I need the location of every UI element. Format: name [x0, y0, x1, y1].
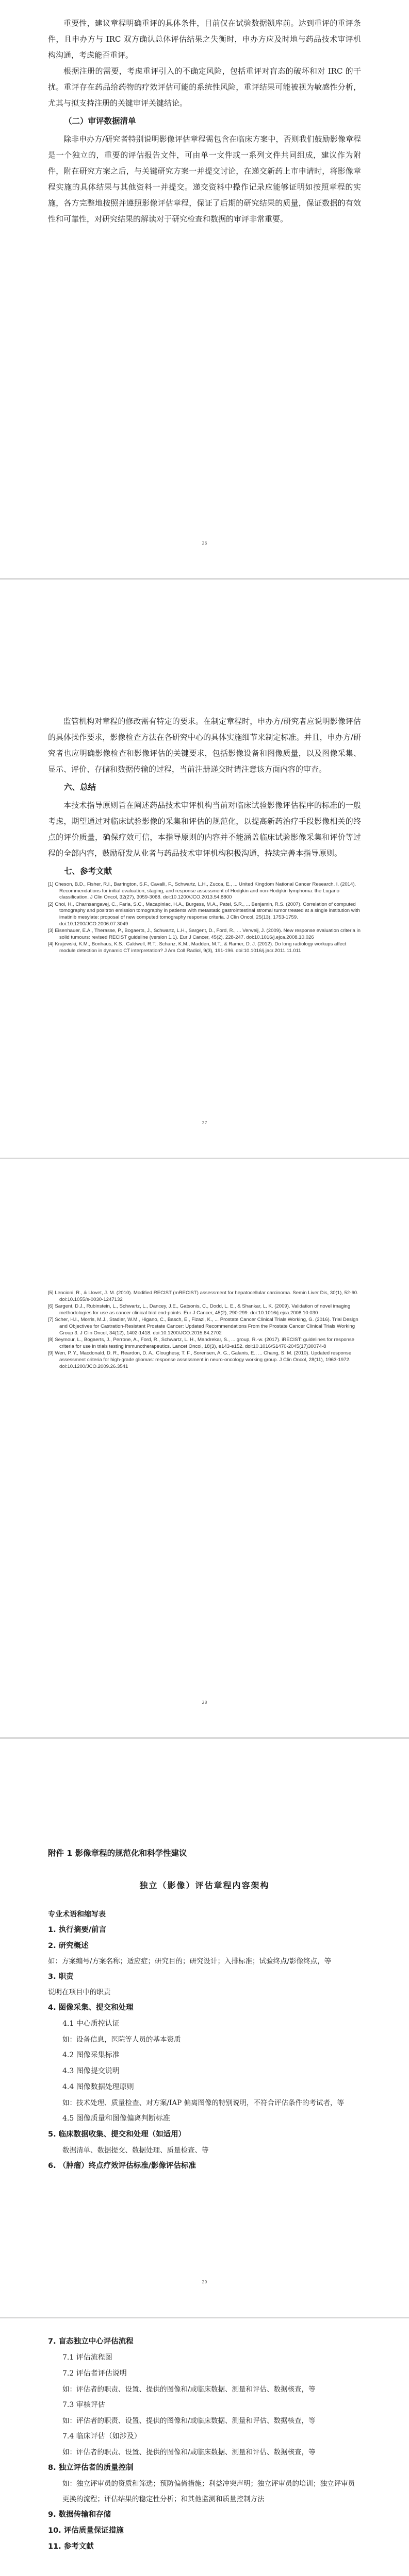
outline-note: 说明在项目中的职责 [48, 1988, 111, 1996]
page-number: 28 [202, 1700, 207, 1705]
outline-list [48, 2334, 361, 2555]
section-heading: （二）审评数据清单 [64, 116, 136, 126]
page-number: 26 [202, 541, 207, 546]
outline-note: 如：设备信息，医院等人员的基本资质 [62, 2036, 181, 2044]
outline-subitem: 4.5 图像质量和图像偏离判断标准 [62, 2114, 170, 2123]
outline-subitem: 7.2 评估者评估说明 [62, 2369, 127, 2378]
outline-subitem: 4.4 图像数据处理原则 [62, 2083, 134, 2091]
section-heading: 六、总结 [64, 783, 96, 792]
document-page-30 [0, 2318, 409, 2576]
outline-item: 11. 参考文献 [48, 2543, 94, 2551]
outline-note: 数据清单、数据提交、数据处理、质量检查、等 [62, 2146, 209, 2155]
body-paragraph: 除非申办方/研究者特别说明影像评估章程需包含在临床方案中，否则我们鼓励影像章程是一个独立的，重要的评估报告文件，可由单一文件或一系列文件共同组成，建议作为附件，附在研究方案之后，与关键研究方案一并提交讨论，在递交新药上市申请时，将影像章程实施的具体结果与其他资料一并提交。递交资料中操作记录应能够证明如按照章程的实施，各方完整地按照并遵照影像评估章程，保证了后期的研究结果的质量，保证数据的有效性和可靠性，对研究结果的解读对于研究检查和数据的审评非常重要。 [48, 134, 361, 224]
outline-item: 6. （肿瘤）终点疗效评估标准/影像评估标准 [48, 2162, 196, 2170]
document-page-28 [0, 1159, 409, 1737]
outline-item: 2. 研究概述 [48, 1942, 89, 1950]
reference-item: [5] Lencioni, R., & Llovet, J. M. (2010). Modified RECIST (mRECIST) assessment for hepatocellular carcinoma. Semin Liver Dis, 30(1), 52-60. doi:10.1055/s-0030-1247132 [48, 1290, 358, 1302]
reference-item: [3] Eisenhauer, E.A., Therasse, P., Bogaerts, J., Schwartz, L.H., Sargent, D., Ford, R., ... Verweij, J. (2009). New response evaluation criteria in solid tumours: revised RECIST guideline (version 1.1). Eur J Cancer, 45(2), 228-247. doi:10.1016/j.ejca.2008.10.026 [48, 928, 361, 940]
outline-note: 如：方案编号/方案名称；适应症；研究目的；研究设计；入排标准；试验终点/影像终点，等 [48, 1957, 332, 1965]
outline-subitem: 7.4 临床评估（如涉及） [62, 2432, 141, 2441]
section-heading: 七、参考文献 [64, 867, 112, 876]
body-paragraph: 本技术指导原则旨在阐述药品技术审评机构当前对临床试验影像评估程序的标准的一般考虑，期望通过对临床试验影像的采集和评估的规范化，以提高新药治疗手段影像相关的终点的评价质量，确保疗效可信，本指导原则的内容并不能涵盖临床试验影像采集和评价等过程的全部内容，鼓励研发从业者与药品技术审评机构积极沟通，持续完善本指导原则。 [48, 801, 361, 858]
page-content [48, 15, 361, 227]
outline-item: 9. 数据传输和存储 [48, 2511, 111, 2519]
reference-item: [9] Wen, P. Y., Macdonald, D. R., Reardon, D. A., Cloughesy, T. F., Sorensen, A. G., Galanis, E., ... Chang, S. M. (2010). Updated response assessment criteria for high-grade gliomas: response assessment in neuro-oncology working group. J Clin Oncol, 28(11), 1963-1972. doi:10.1200/JCO.2009.26.3541 [48, 1350, 352, 1369]
outline-item: 1. 执行摘要/前言 [48, 1926, 106, 1934]
outline-subitem: 4.1 中心质控认证 [62, 2020, 120, 2028]
outline-item: 5. 临床数据收集、提交和处理（如适用） [48, 2130, 186, 2139]
outline-note: 如：评估者的职责、设置、提供的图像和/或临床数据、测量和评估、数据核查，等 [62, 2417, 316, 2425]
page-content [48, 1847, 361, 2174]
page-number: 27 [202, 1121, 207, 1125]
reference-item: [7] Scher, H.I., Morris, M.J., Stadler, W.M., Higano, C., Basch, E., Fizazi, K., ... Prostate Cancer Clinical Trials Working, G. (2016). Trial Design and Objectives for Castration-Resistant Prostate Cancer: Updated Recommendations From the Prostate Cancer Clinical Trials Working Group 3. J Clin Oncol, 34(12), 1402-1418. doi:10.1200/JCO.2015.64.2702 [48, 1317, 358, 1336]
outline-note: 如：评估者的职责、设置、提供的图像和/或临床数据、测量和评估、数据核查，等 [62, 2448, 316, 2456]
outline-item: 4. 图像采集、提交和处理 [48, 2004, 134, 2012]
outline-subitem: 4.2 图像采集标准 [62, 2051, 120, 2059]
outline-item: 8. 独立评估者的质量控制 [48, 2464, 134, 2472]
reference-item: [2] Choi, H., Charnsangavej, C., Faria, S.C., Macapinlac, H.A., Burgess, M.A., Patel, S.R., ... Benjamin, R.S. (2007). Correlation of computed tomography and positron emission tomography in patients with metastatic gastrointestinal stromal tumor treated at a single institution with imatinib mesylate: proposal of new computed tomography response criteria. J Clin Oncol, 25(13), 1753-1759. doi:10.1200/JCO.2006.07.3049 [48, 901, 360, 927]
reference-list [48, 1290, 361, 1370]
outline-subitem: 7.1 评估流程图 [62, 2353, 112, 2362]
page-content [48, 1288, 361, 1370]
reference-item: [6] Sargent, D.J., Rubinstein, L., Schwartz, L., Dancey, J.E., Gatsonis, C., Dodd, L. E., & Shankar, L. K. (2009). Validation of novel imaging methodologies for use as cancer clinical trial end-points. Eur J Cancer, 45(2), 290-299. doi:10.1016/j.ejca.2008.10.030 [48, 1303, 351, 1316]
outline-item: 10. 评估质量保证措施 [48, 2527, 124, 2535]
body-paragraph: 重要性，建议章程明确重评的具体条件，目前仅在试验数据锁库前。达到重评的重评条件，且申办方与 IRC 双方确认总体评估结果之失衡时，申办方应及时地与药品技术审评机构沟通，考虑能否重评。 [48, 19, 361, 60]
page-content [48, 2334, 361, 2555]
reference-list [48, 882, 361, 955]
reference-item: [8] Seymour, L., Bogaerts, J., Perrone, A., Ford, R., Schwartz, L. H., Mandrekar, S., ... group, R.-w. (2017). iRECIST: guidelines for response criteria for use in trials testing immunotherapeutics. Lancet Oncol, 18(3), e143-e152. doi:10.1016/S1470-2045(17)30074-8 [48, 1337, 354, 1349]
document-page-29 [0, 1739, 409, 2317]
outline-item: 3. 职责 [48, 1973, 74, 1981]
outline-subitem: 7.3 审核评估 [62, 2401, 105, 2409]
outline-list [48, 1922, 361, 2174]
outline-subitem: 4.3 图像提交说明 [62, 2067, 120, 2075]
outline-note: 如：技术处理、质量检查、对方案/IAP 偏离图像的特别说明，不符合评估条件的考试者，等 [62, 2099, 345, 2107]
outline-note: 如：评估者的职责、设置、提供的图像和/或临床数据、测量和评估、数据核查，等 [62, 2385, 316, 2394]
reference-item: [4] Krajewski, K.M., Bonhaus, K.S., Caldwell, R.T., Schanz, K.M., Madden, M.T., & Ramer, D. J. (2012). Do long radiology workups affect module detection in dynamic CT interpretation? J Am Coll Radiol, 9(3), 191-196. doi:10.1016/j.jacr.2011.11.011 [48, 941, 347, 954]
reference-item: [1] Cheson, B.D., Fisher, R.I., Barrington, S.F., Cavalli, F., Schwartz, L.H., Zucca, E., ... United Kingdom National Cancer Research. I. (2014). Recommendations for initial evaluation, staging, and response assessment of Hodgkin and non-Hodgkin lymphoma: the Lugano classification. J Clin Oncol, 32(27), 3059-3068. doi:10.1200/JCO.2013.54.8800 [48, 882, 356, 901]
body-paragraph: 监管机构对章程的修改需有特定的要求。在制定章程时，申办方/研究者应说明影像评估的具体操作要求，影像检查方法在各研究中心的具体实施细节来制定标准。并且，申办方/研究者也应明确影像检查和影像评估的关键要求，包括影像设备和图像质量，以及图像采集、显示、评价、存储和数据传输的过程，当前注册递交时请注意该方面内容的审查。 [48, 717, 361, 774]
outline-note: 如：独立评审员的资质和筛选；预防偏倚措施；利益冲突声明；独立评审员的培训；独立评审员更换的流程；评估结果的稳定性分析；和其他监测和质量控制方法 [62, 2480, 355, 2503]
page-number: 29 [202, 2280, 207, 2284]
appendix-subtitle: 独立（影像）评估章程内容架构 [139, 1880, 270, 1890]
document-page-26 [0, 0, 409, 578]
page-content [48, 714, 361, 955]
outline-item: 7. 盲态独立中心评估流程 [48, 2337, 134, 2346]
appendix-title: 附件 1 影像章程的规范化和科学性建议 [48, 1849, 187, 1858]
document-page-27 [0, 580, 409, 1158]
glossary-heading: 专业术语和缩写表 [48, 1910, 106, 1919]
body-paragraph: 根据注册的需要，考虑重评引入的不确定风险，包括重评对盲态的破坏和对 IRC 的干扰。重评存在药品给药物的疗效评估可能的系统性风险，重评结果可能被视为敏感性分析，尤其与拟支持注册的关键审评关键结论。 [48, 66, 361, 108]
